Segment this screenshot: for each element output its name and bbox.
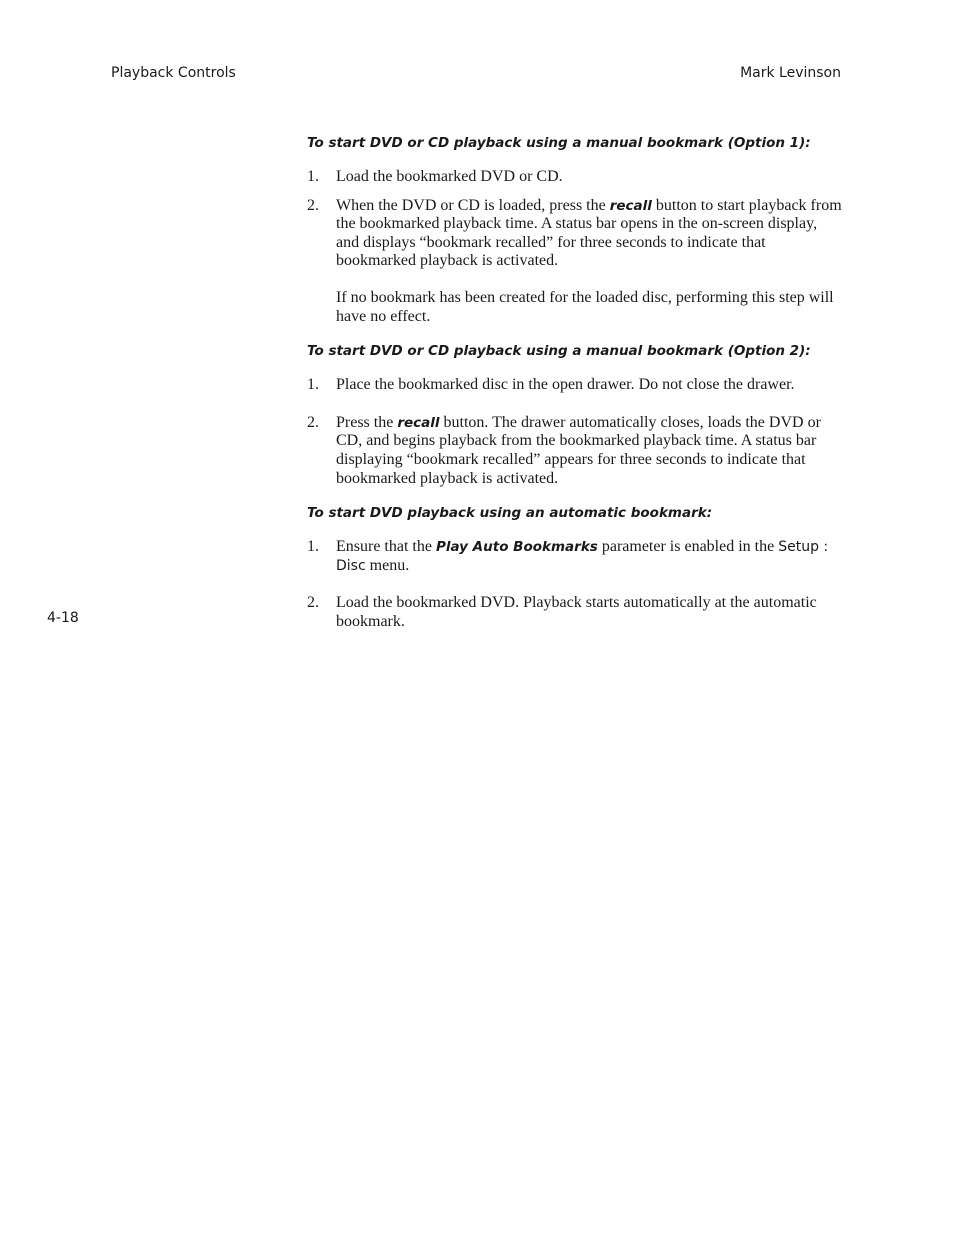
step-text: Load the bookmarked DVD or CD. xyxy=(336,168,563,185)
step-item xyxy=(307,538,842,575)
step-number: 2. xyxy=(307,594,319,612)
step-text: Place the bookmarked disc in the open drawer. Do not close the drawer. xyxy=(336,376,795,394)
step-number: 2. xyxy=(307,413,319,431)
step-body xyxy=(336,197,842,327)
section-manual-bookmark-option-2 xyxy=(307,342,842,488)
page-number: 4-18 xyxy=(47,610,79,626)
step-text-after: parameter is enabled in the xyxy=(597,538,779,556)
step-body xyxy=(336,538,842,575)
section-manual-bookmark-option-1 xyxy=(307,134,842,326)
step-list xyxy=(307,376,842,488)
step-item xyxy=(307,594,842,631)
step-item xyxy=(307,197,842,327)
parameter-name: Play Auto Bookmarks xyxy=(435,539,598,556)
step-number: 2. xyxy=(307,196,319,214)
menu-path: Setup : Disc xyxy=(336,539,829,574)
step-text-before: Ensure that the xyxy=(336,538,436,556)
step-paragraph xyxy=(336,538,842,575)
step-note: If no bookmark has been created for the loaded disc, performing this step will have no effect. xyxy=(336,288,834,325)
section-heading: To start DVD playback using an automatic bookmark: xyxy=(307,505,713,522)
section-automatic-bookmark xyxy=(307,504,842,631)
section-heading: To start DVD or CD playback using a manual bookmark (Option 1): xyxy=(307,135,811,151)
step-item xyxy=(307,414,842,488)
step-text-after: button. The drawer automatically closes, loads the DVD or CD, and begins playback from the bookmarked playback time. A status bar displaying “bookmark recalled” appears for three seconds to indicate that bookmarked playback is activated. xyxy=(336,413,821,487)
running-header-section: Playback Controls xyxy=(111,65,236,81)
step-number: 1. xyxy=(307,538,319,556)
step-text-end: menu. xyxy=(365,556,410,574)
step-item xyxy=(307,168,842,187)
step-text-after: button to start playback from the bookmarked playback time. A status bar opens in the on-screen display, and displays “bookmark recalled” for three seconds to indicate that bookmarked playback is activated. xyxy=(336,196,842,270)
recall-button-name: recall xyxy=(609,197,652,214)
step-body xyxy=(336,414,842,488)
main-content xyxy=(307,134,842,648)
step-paragraph xyxy=(336,197,842,271)
step-item xyxy=(307,376,842,395)
step-paragraph xyxy=(336,414,842,488)
step-list xyxy=(307,168,842,326)
step-text-before: Press the xyxy=(336,413,398,431)
section-heading: To start DVD or CD playback using a manual bookmark (Option 2): xyxy=(307,343,811,360)
recall-button-name: recall xyxy=(397,414,440,431)
step-number: 1. xyxy=(307,376,319,394)
step-text: Load the bookmarked DVD. Playback starts automatically at the automatic bookmark. xyxy=(336,594,817,630)
step-list xyxy=(307,538,842,631)
running-header-brand: Mark Levinson xyxy=(740,65,841,81)
step-number: 1. xyxy=(307,168,319,185)
step-text-before: When the DVD or CD is loaded, press the xyxy=(336,196,610,214)
